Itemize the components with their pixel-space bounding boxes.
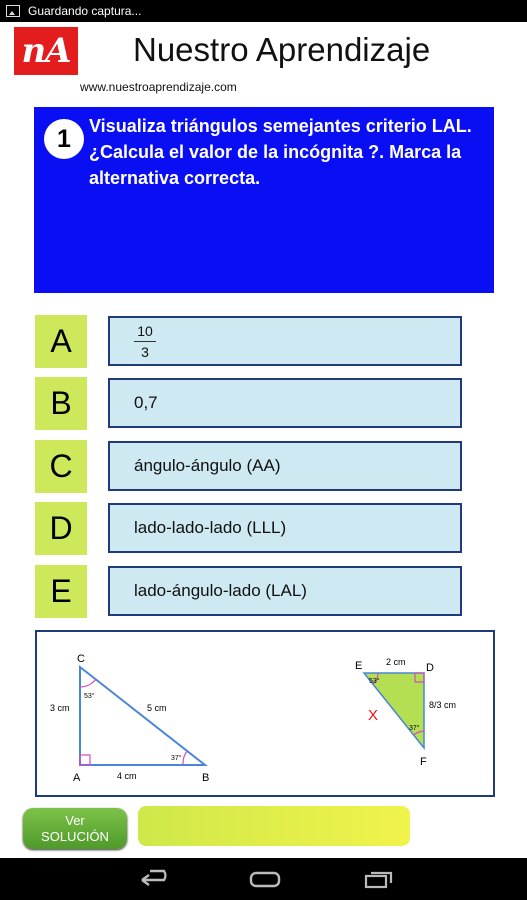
angle-b-label: 37° <box>171 755 182 762</box>
fraction-denominator: 3 <box>141 343 149 360</box>
triangles-diagram <box>37 632 493 795</box>
angle-arc-c <box>80 679 96 687</box>
side-ca-label: 3 cm <box>50 703 70 713</box>
fraction-bar <box>134 341 156 342</box>
screenshot-icon <box>6 5 20 17</box>
side-ab-label: 4 cm <box>117 771 137 781</box>
option-e-button[interactable] <box>108 566 462 616</box>
triangles-figure <box>35 630 495 797</box>
option-a-button[interactable] <box>108 316 462 366</box>
view-solution-button[interactable] <box>23 808 127 849</box>
right-angle-a <box>80 755 90 765</box>
vertex-b-label: B <box>202 772 210 784</box>
back-icon[interactable] <box>142 871 165 885</box>
option-b-text: 0,7 <box>134 393 158 412</box>
option-d-letter[interactable]: D <box>35 502 87 555</box>
question-panel <box>34 107 494 293</box>
home-icon[interactable] <box>251 873 279 886</box>
option-e-text: lado-ángulo-lado (LAL) <box>134 581 307 600</box>
option-d-button[interactable] <box>108 503 462 553</box>
vertex-d-label: D <box>426 662 434 674</box>
side-ed-label: 2 cm <box>386 657 406 667</box>
option-a-fraction <box>134 323 156 360</box>
angle-f-label: 37° <box>409 725 420 732</box>
option-a-letter[interactable]: A <box>35 315 87 368</box>
status-text: Guardando captura... <box>28 4 142 18</box>
recent-apps-icon[interactable] <box>366 873 391 887</box>
triangle-abc <box>80 667 205 765</box>
option-c-letter[interactable]: C <box>35 440 87 493</box>
app-logo: nA <box>14 27 78 75</box>
angle-arc-b <box>183 751 187 765</box>
option-b-letter[interactable]: B <box>35 377 87 430</box>
vertex-a-label: A <box>73 772 81 784</box>
vertex-e-label: E <box>355 660 363 672</box>
question-number: 1 <box>44 119 84 159</box>
question-text: Visualiza triángulos semejantes criterio LAL.¿Calcula el valor de la incógnita ?. Marca la alternativa correcta. <box>89 116 472 188</box>
side-cb-label: 5 cm <box>147 703 167 713</box>
option-c-button[interactable] <box>108 441 462 491</box>
option-d-text: lado-lado-lado (LLL) <box>134 518 287 537</box>
status-bar <box>0 0 527 22</box>
navigation-bar <box>0 858 527 900</box>
website-url: www.nuestroaprendizaje.com <box>80 80 237 94</box>
angle-c-label: 53° <box>84 693 95 700</box>
side-df-label: 8/3 cm <box>429 700 457 710</box>
option-e-letter[interactable]: E <box>35 565 87 618</box>
view-solution-line1: Ver <box>65 812 85 828</box>
option-b-button[interactable] <box>108 378 462 428</box>
unknown-x-label: X <box>368 707 379 724</box>
view-solution-line2: SOLUCIÓN <box>41 828 109 844</box>
option-c-text: ángulo-ángulo (AA) <box>134 456 281 475</box>
app-title: Nuestro Aprendizaje <box>133 31 431 68</box>
angle-e-label: 53° <box>369 678 380 685</box>
answer-feedback-bar <box>138 806 410 846</box>
vertex-c-label: C <box>77 653 85 665</box>
vertex-f-label: F <box>420 756 427 768</box>
fraction-numerator: 10 <box>137 322 153 339</box>
